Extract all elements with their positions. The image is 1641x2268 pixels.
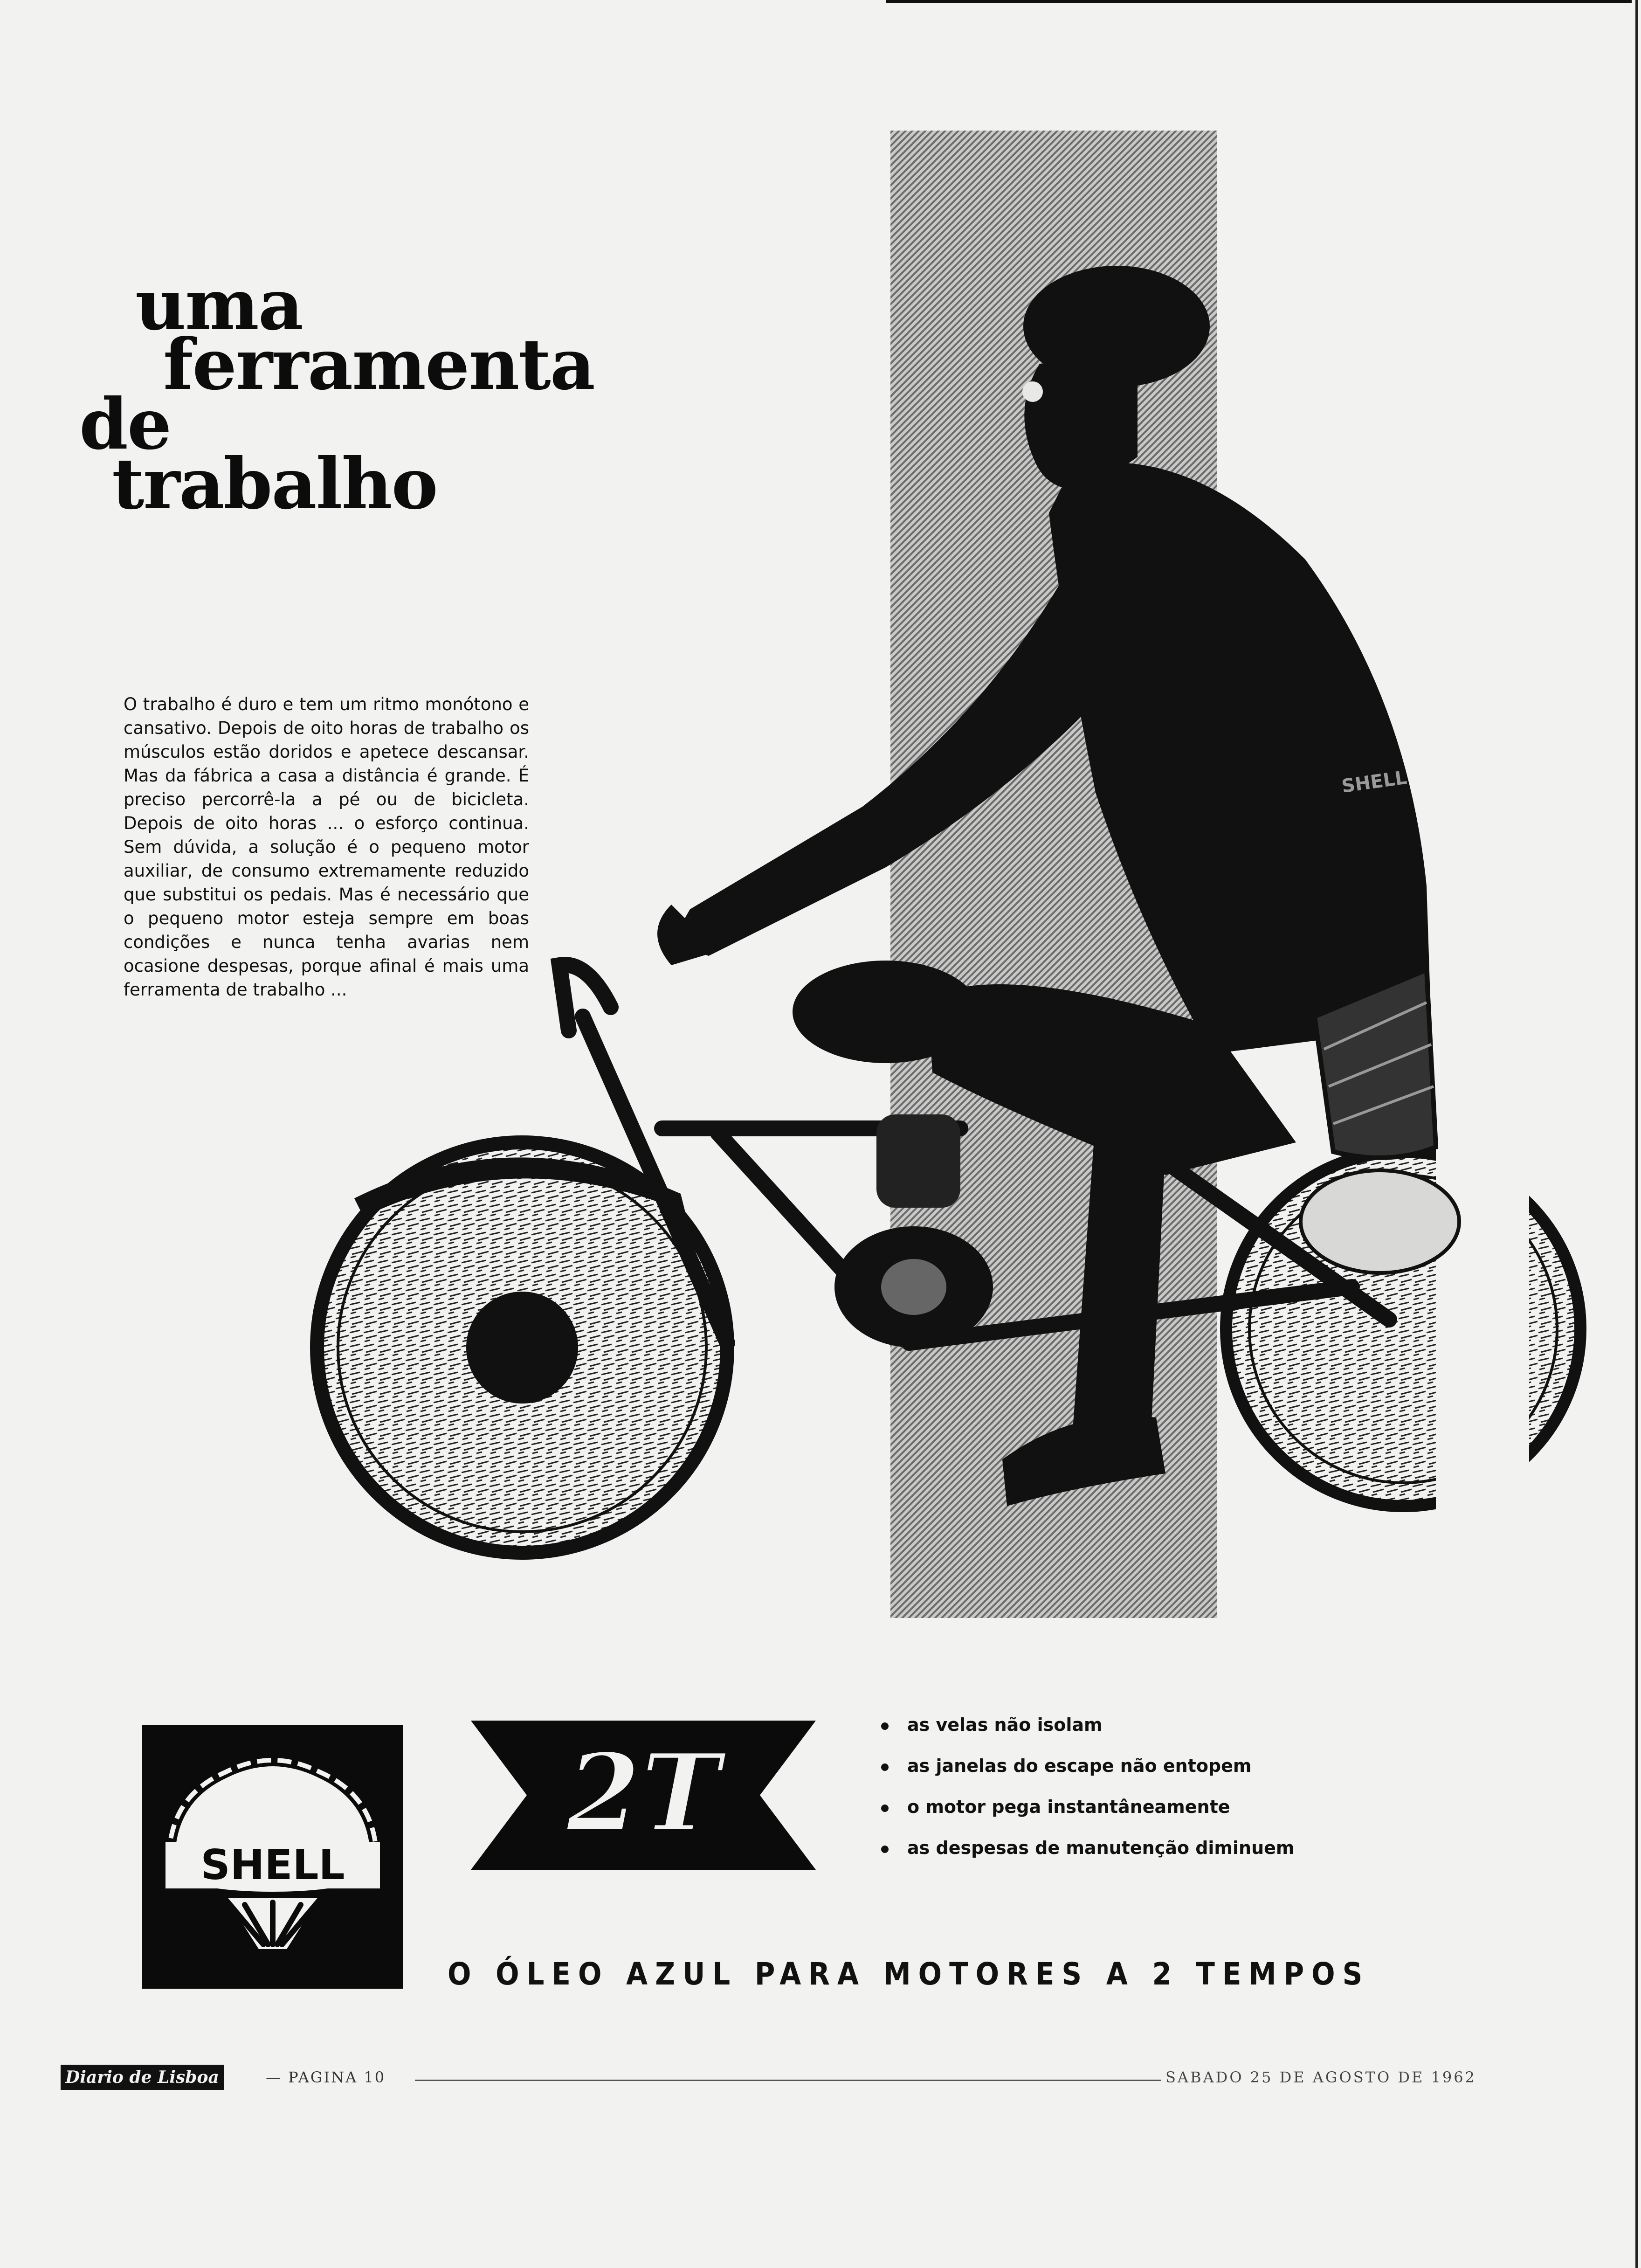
benefit-item: as despesas de manutenção diminuem [881, 1827, 1347, 1868]
headline [79, 264, 779, 525]
shell-logo-text: SHELL [200, 1841, 345, 1889]
product-badge-2t [471, 1721, 816, 1870]
headline-line-3: de [79, 383, 171, 465]
benefit-item: as velas não isolam [881, 1704, 1347, 1745]
cargo-bag [1301, 970, 1459, 1273]
bullet-icon [881, 1846, 889, 1853]
bullet-icon [881, 1805, 889, 1812]
rider-back-logo: SHELL [1340, 767, 1408, 797]
benefits-list [881, 1704, 1347, 1868]
tagline: O ÓLEO AZUL PARA MOTORES A 2 TEMPOS [448, 1956, 1370, 1992]
body-copy: O trabalho é duro e tem um ritmo monótono e cansativo. Depois de oito horas de trabalho os músculos estão doridos e apetece descansar. Mas da fábrica a casa a distância é grande. É preciso percorrê-la a pé ou de bicicleta. Depois de oito horas ... o esforço continua. Sem dúvida, a solução é o pequeno motor auxiliar, de consumo extremamente reduzido que substitui os pedais. Mas é necessário que o pequeno motor esteja sempre em boas condições e nunca tenha avarias nem ocasione despesas, porque afinal é mais uma ferramenta de trabalho ... [124, 694, 529, 1000]
benefit-item: as janelas do escape não entopem [881, 1745, 1347, 1786]
shell-logo-icon [142, 1725, 403, 1989]
bullet-icon [881, 1763, 889, 1771]
newspaper-footer [61, 2065, 1496, 2093]
headline-line-2: ferramenta [163, 324, 594, 406]
footer-rule [415, 2080, 1207, 2081]
bullet-icon [881, 1722, 889, 1730]
shell-logo-box [142, 1725, 403, 1989]
benefit-item: o motor pega instantâneamente [881, 1786, 1347, 1827]
newspaper-masthead: Diario de Lisboa [61, 2065, 224, 2090]
headline-line-4: trabalho [112, 443, 437, 525]
product-badge-text: 2T [566, 1730, 721, 1856]
issue-date: SABADO 25 DE AGOSTO DE 1962 [1165, 2068, 1476, 2086]
page-number: — PAGINA 10 [266, 2068, 386, 2086]
headline-line-1: uma [135, 264, 303, 346]
